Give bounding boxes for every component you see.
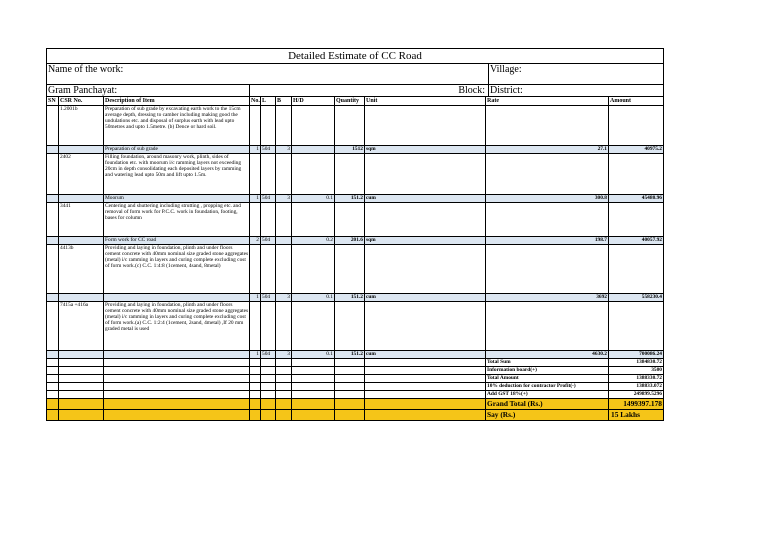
summary-value: 1384830.72 bbox=[636, 359, 662, 365]
item-no: 2 bbox=[250, 237, 261, 244]
item-rate: 4630.2 bbox=[486, 351, 609, 358]
summary-label: Total Sum bbox=[486, 359, 609, 366]
grand-total-row bbox=[47, 399, 663, 410]
item-rate: 300.8 bbox=[486, 195, 609, 202]
block-label: Block: bbox=[250, 85, 489, 96]
item-quantity: 1512 bbox=[335, 146, 365, 153]
item-breadth: 3 bbox=[276, 146, 292, 153]
measurement-row bbox=[47, 351, 663, 359]
estimate-sheet bbox=[46, 48, 664, 421]
item-csr: 3441 bbox=[59, 203, 104, 236]
item-amount: 40975.2 bbox=[644, 146, 662, 152]
name-of-work-label: Name of the work: bbox=[47, 64, 489, 84]
grand-total-value: 1499397.178 bbox=[623, 399, 662, 408]
say-value: 15 Lakhs bbox=[611, 410, 640, 419]
item-description: Providing and laying in foundation, plinth and under floors cement concrete with 40mm nominal size graded stone aggregates (metal) i/c ramming in layers and curing complete excluding cost of form work.(c) C.C. 1:4:8 (1cement, 4sand, 8metal) bbox=[104, 245, 250, 293]
item-description: Filling foundation, around masonry work, plinth, sides of foundation etc. with moorum i/c ramming layers not exceeding 20cm in depth consolidating each deposited layers by ramming and watering lead upto 50m and lift upto 1.5m. bbox=[104, 154, 250, 194]
summary-value: 138833.072 bbox=[636, 383, 662, 389]
measurement-row bbox=[47, 237, 663, 245]
district-label: District: bbox=[490, 85, 523, 96]
col-unit: Unit bbox=[365, 97, 486, 105]
item-rate: 198.7 bbox=[486, 237, 609, 244]
item-unit: sqm bbox=[365, 146, 486, 153]
item-length: 504 bbox=[261, 351, 276, 358]
col-b: B bbox=[276, 97, 292, 105]
summary-row bbox=[47, 375, 663, 383]
item-no: 1 bbox=[250, 351, 261, 358]
item-height bbox=[292, 146, 335, 153]
item-unit: cum bbox=[365, 351, 486, 358]
item-amount: 558230.4 bbox=[641, 294, 662, 300]
col-description: Description of Item bbox=[104, 97, 250, 105]
item-height: 0.1 bbox=[292, 351, 335, 358]
item-sub-label bbox=[104, 351, 250, 358]
item-quantity: 151.2 bbox=[335, 294, 365, 301]
item-sub-label: Preparation of sub grade bbox=[104, 146, 250, 153]
item-amount: 700086.24 bbox=[639, 351, 662, 357]
col-quantity: Quantity bbox=[335, 97, 365, 105]
item-breadth: 3 bbox=[276, 351, 292, 358]
item-row bbox=[47, 302, 663, 351]
measurement-row bbox=[47, 146, 663, 154]
item-length: 504 bbox=[261, 146, 276, 153]
gram-panchayat-label: Gram Panchayat: bbox=[47, 85, 250, 96]
item-rate: 3692 bbox=[486, 294, 609, 301]
summary-row bbox=[47, 391, 663, 399]
item-row bbox=[47, 154, 663, 195]
item-height: 0.2 bbox=[292, 237, 335, 244]
item-unit: cum bbox=[365, 294, 486, 301]
item-length: 504 bbox=[261, 294, 276, 301]
item-breadth bbox=[276, 237, 292, 244]
item-length: 504 bbox=[261, 237, 276, 244]
summary-value: 249899.5296 bbox=[633, 391, 662, 397]
item-quantity: 151.2 bbox=[335, 351, 365, 358]
sheet-title: Detailed Estimate of CC Road bbox=[288, 50, 422, 62]
village-label: Village: bbox=[490, 64, 522, 75]
item-amount: 40057.92 bbox=[641, 237, 662, 243]
col-sn: SN bbox=[47, 97, 59, 105]
item-no: 1 bbox=[250, 195, 261, 202]
col-l: L bbox=[261, 97, 276, 105]
summary-label: Total Amount bbox=[486, 375, 609, 382]
item-rate: 27.1 bbox=[486, 146, 609, 153]
say-row bbox=[47, 410, 663, 420]
column-header-row bbox=[47, 97, 663, 106]
item-csr: 1.2001b bbox=[59, 106, 104, 145]
item-csr: 4413b bbox=[59, 245, 104, 293]
item-csr: 2402 bbox=[59, 154, 104, 194]
measurement-row bbox=[47, 294, 663, 302]
item-height: 0.1 bbox=[292, 294, 335, 301]
item-csr: 7415a +416a bbox=[59, 302, 104, 350]
item-height: 0.1 bbox=[292, 195, 335, 202]
item-quantity: 201.6 bbox=[335, 237, 365, 244]
item-length: 504 bbox=[261, 195, 276, 202]
summary-value: 1388330.72 bbox=[636, 375, 662, 381]
summary-label: Add GST 18%(+) bbox=[486, 391, 609, 398]
col-hd: H/D bbox=[292, 97, 335, 105]
item-sub-label: Moorum bbox=[104, 195, 250, 202]
col-csr: CSR No. bbox=[59, 97, 104, 105]
item-row bbox=[47, 106, 663, 146]
item-breadth: 3 bbox=[276, 294, 292, 301]
summary-row bbox=[47, 359, 663, 367]
item-row bbox=[47, 203, 663, 237]
say-label: Say (Rs.) bbox=[486, 410, 609, 420]
item-unit: sqm bbox=[365, 237, 486, 244]
item-no: 1 bbox=[250, 146, 261, 153]
summary-row bbox=[47, 367, 663, 375]
measurement-row bbox=[47, 195, 663, 203]
item-description: Providing and laying in foundation, plinth and under floors cement concrete with 40mm nominal size graded stone aggregates (metal) i/c ramming in layers and curing complete excluding cost of form work.(a) C.C. 1:2:4 (1cement, 2sand, 4metal) ,If 20 mm graded metal is used bbox=[104, 302, 250, 350]
item-quantity: 151.2 bbox=[335, 195, 365, 202]
summary-value: 3500 bbox=[651, 367, 662, 373]
item-unit: cum bbox=[365, 195, 486, 202]
col-no: No. bbox=[251, 98, 260, 104]
col-amount: Amount bbox=[610, 98, 632, 104]
item-sub-label bbox=[104, 294, 250, 301]
summary-row bbox=[47, 383, 663, 391]
item-description: Preparation of sub grade by excavating earth work to the 15cm average depth, dressing to camber including making good the undulations etc. and disposal of surplus earth with lead upto 50metres and upto 1.5metre. (b) Dence or hard soil. bbox=[104, 106, 250, 145]
item-amount: 45480.96 bbox=[641, 195, 662, 201]
summary-label: 10% deduction for contractor Profit(-) bbox=[486, 383, 609, 390]
item-breadth: 3 bbox=[276, 195, 292, 202]
item-row bbox=[47, 245, 663, 294]
item-sub-label: Form work for CC road bbox=[104, 237, 250, 244]
item-no: 1 bbox=[250, 294, 261, 301]
grand-total-label: Grand Total (Rs.) bbox=[486, 399, 609, 409]
col-rate: Rate bbox=[486, 97, 609, 105]
summary-label: Information board(+) bbox=[486, 367, 609, 374]
item-description: Centering and shuttering including strutting , propping etc. and removal of form work for P.C.C. work in foundation, footing, bases for column bbox=[104, 203, 250, 236]
